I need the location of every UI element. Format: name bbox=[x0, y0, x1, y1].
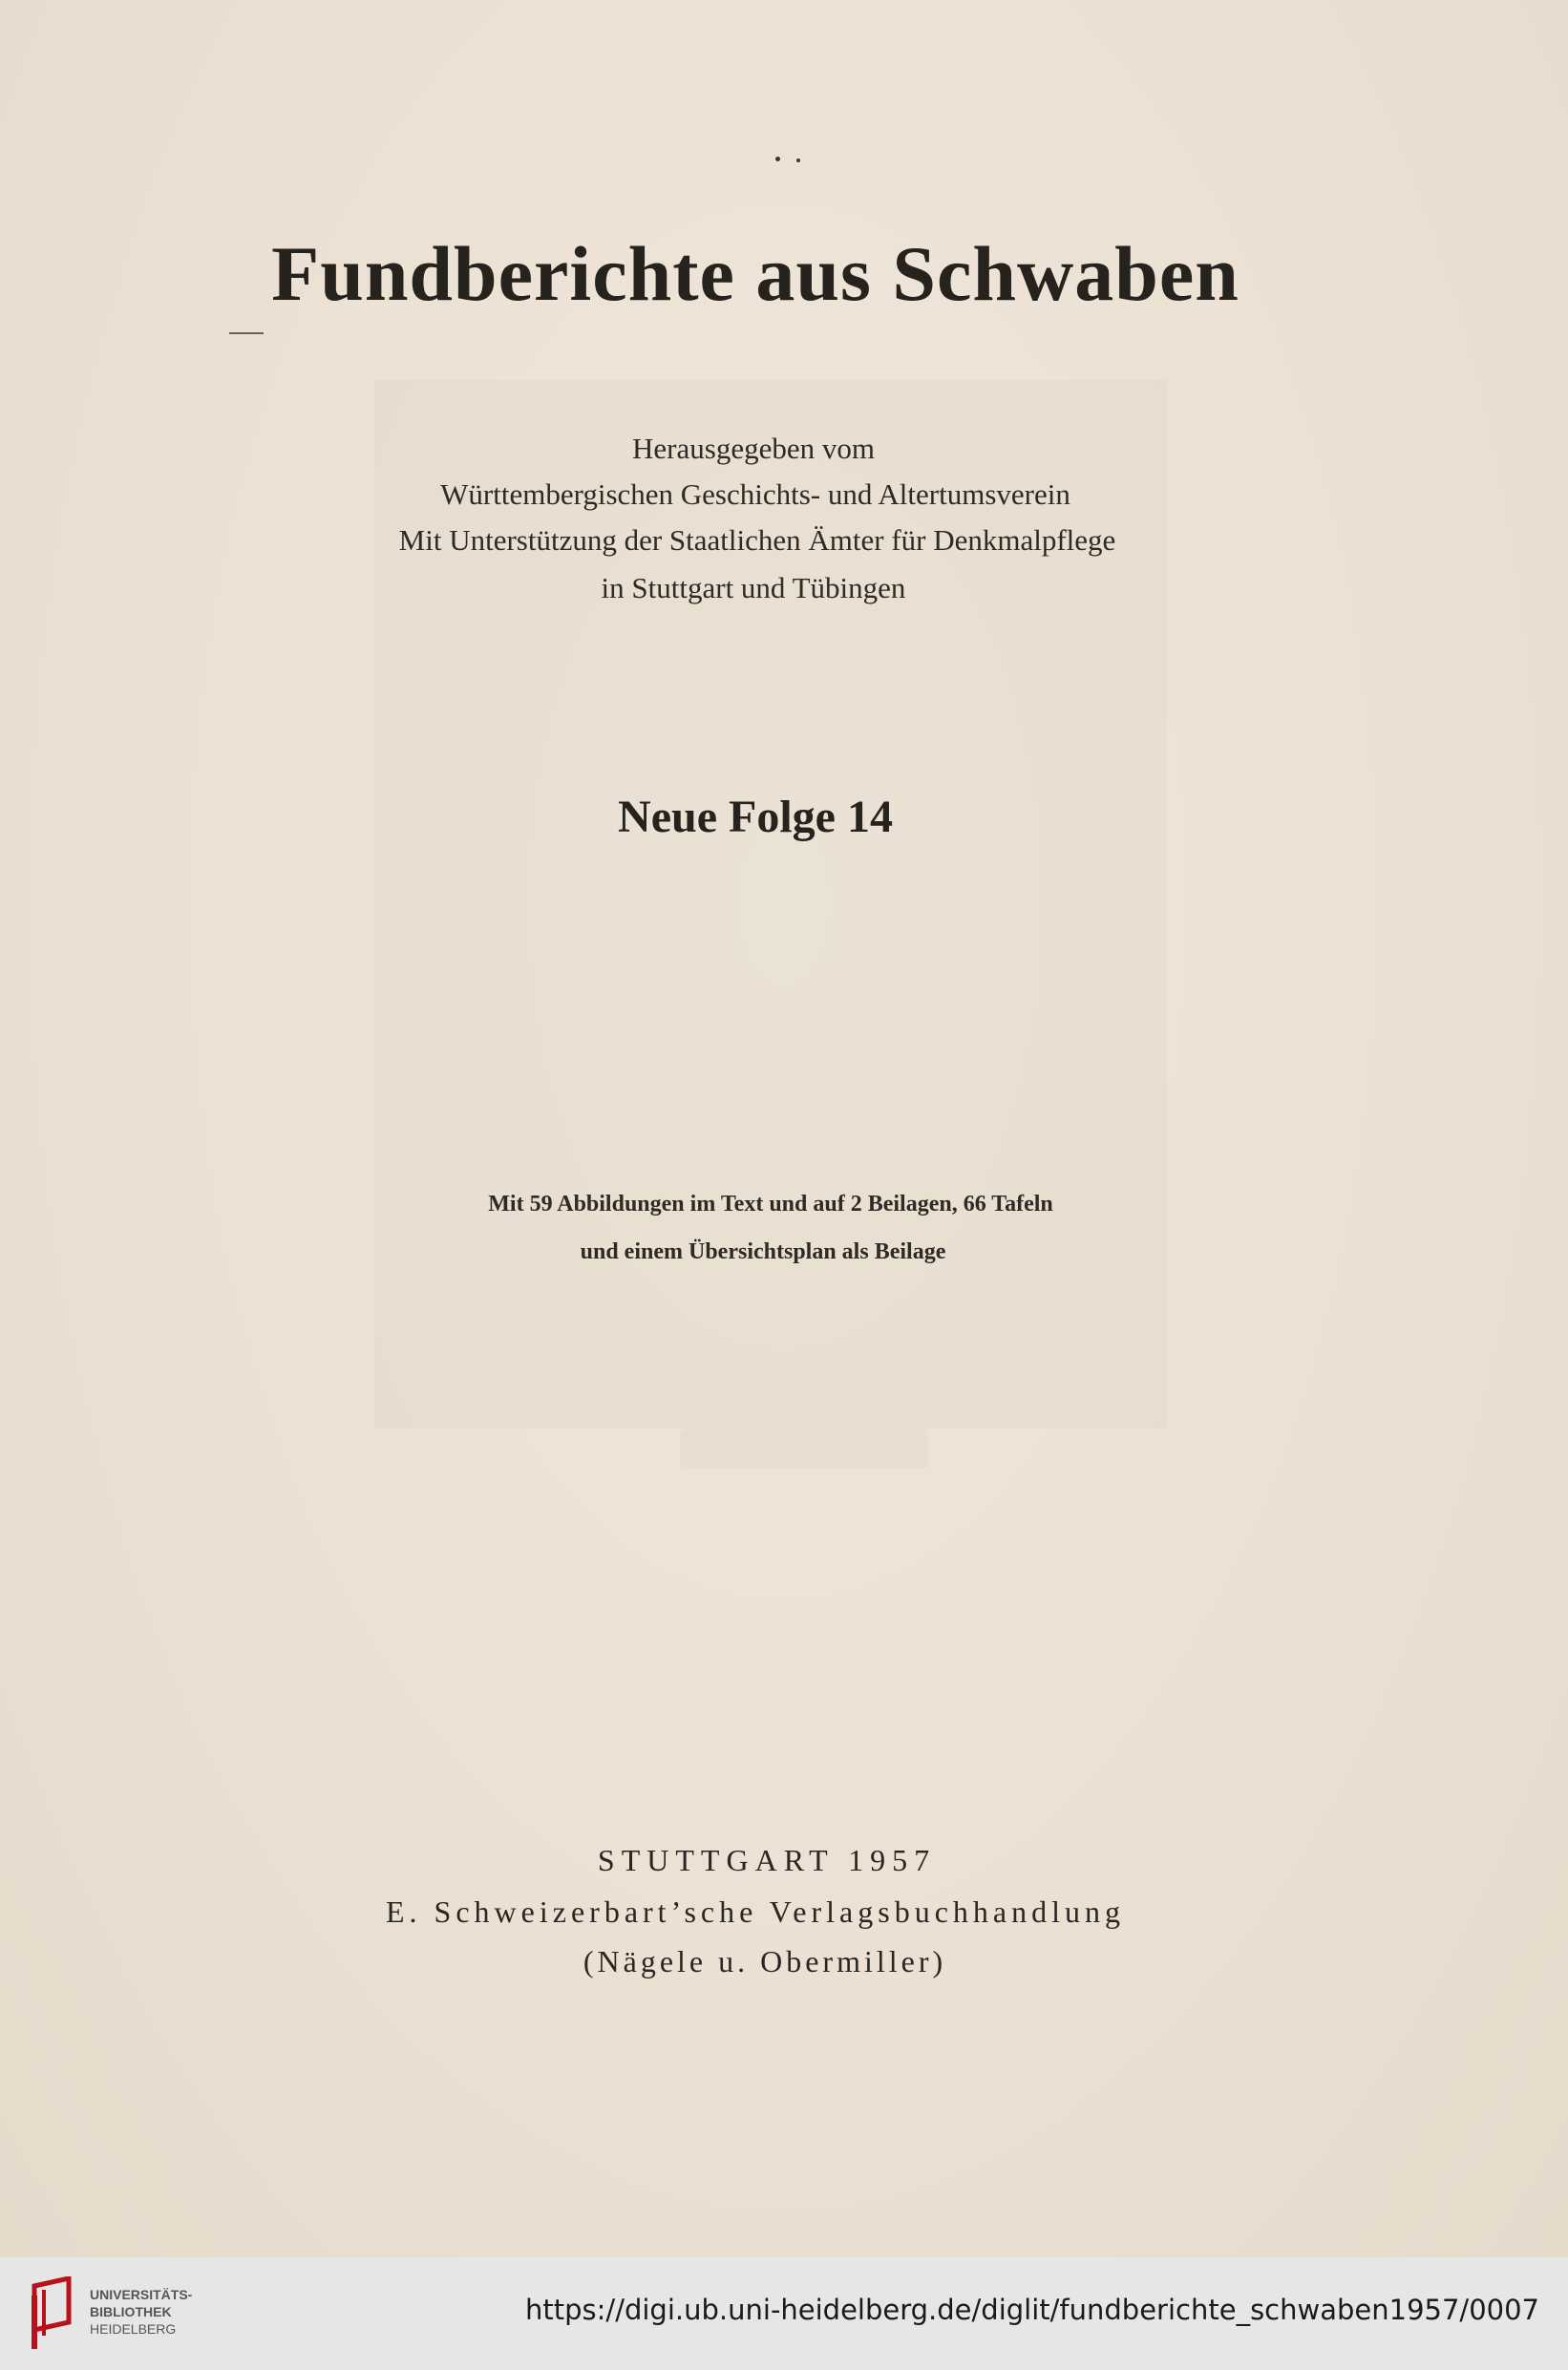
speck bbox=[796, 159, 800, 162]
speck bbox=[775, 157, 780, 161]
book-title: Fundberichte aus Schwaben bbox=[271, 230, 1240, 317]
show-through-label bbox=[680, 1428, 928, 1469]
library-logo-text[interactable] bbox=[90, 2286, 192, 2338]
publisher-line-4: in Stuttgart und Tübingen bbox=[601, 571, 906, 604]
logo-line-3: HEIDELBERG bbox=[90, 2321, 177, 2337]
publisher-line-2: Württembergischen Geschichts- und Altertumsverein bbox=[440, 477, 1070, 511]
logo-line-2: BIBLIOTHEK bbox=[90, 2304, 172, 2319]
imprint-publisher: E. Schweizerbart’sche Verlagsbuchhandlung bbox=[386, 1894, 1125, 1929]
imprint-owners: (Nägele u. Obermiller) bbox=[583, 1944, 947, 1979]
imprint-place-year: STUTTGART 1957 bbox=[597, 1843, 937, 1877]
publisher-line-3: Mit Unterstützung der Staatlichen Ämter für Denkmalpflege bbox=[398, 523, 1116, 557]
publisher-line-1: Herausgegeben vom bbox=[632, 432, 875, 465]
library-logo-icon[interactable] bbox=[27, 2276, 76, 2351]
logo-line-1: UNIVERSITÄTS- bbox=[90, 2287, 193, 2302]
stray-mark bbox=[229, 332, 264, 334]
permalink-url[interactable]: https://digi.ub.uni-heidelberg.de/diglit/fundberichte_schwaben1957/0007 bbox=[525, 2294, 1539, 2326]
series-volume: Neue Folge 14 bbox=[618, 792, 893, 842]
illustrations-line-2: und einem Übersichtsplan als Beilage bbox=[580, 1239, 946, 1264]
footer-bar bbox=[0, 2257, 1568, 2370]
illustrations-line-1: Mit 59 Abbildungen im Text und auf 2 Beilagen, 66 Tafeln bbox=[488, 1192, 1053, 1217]
